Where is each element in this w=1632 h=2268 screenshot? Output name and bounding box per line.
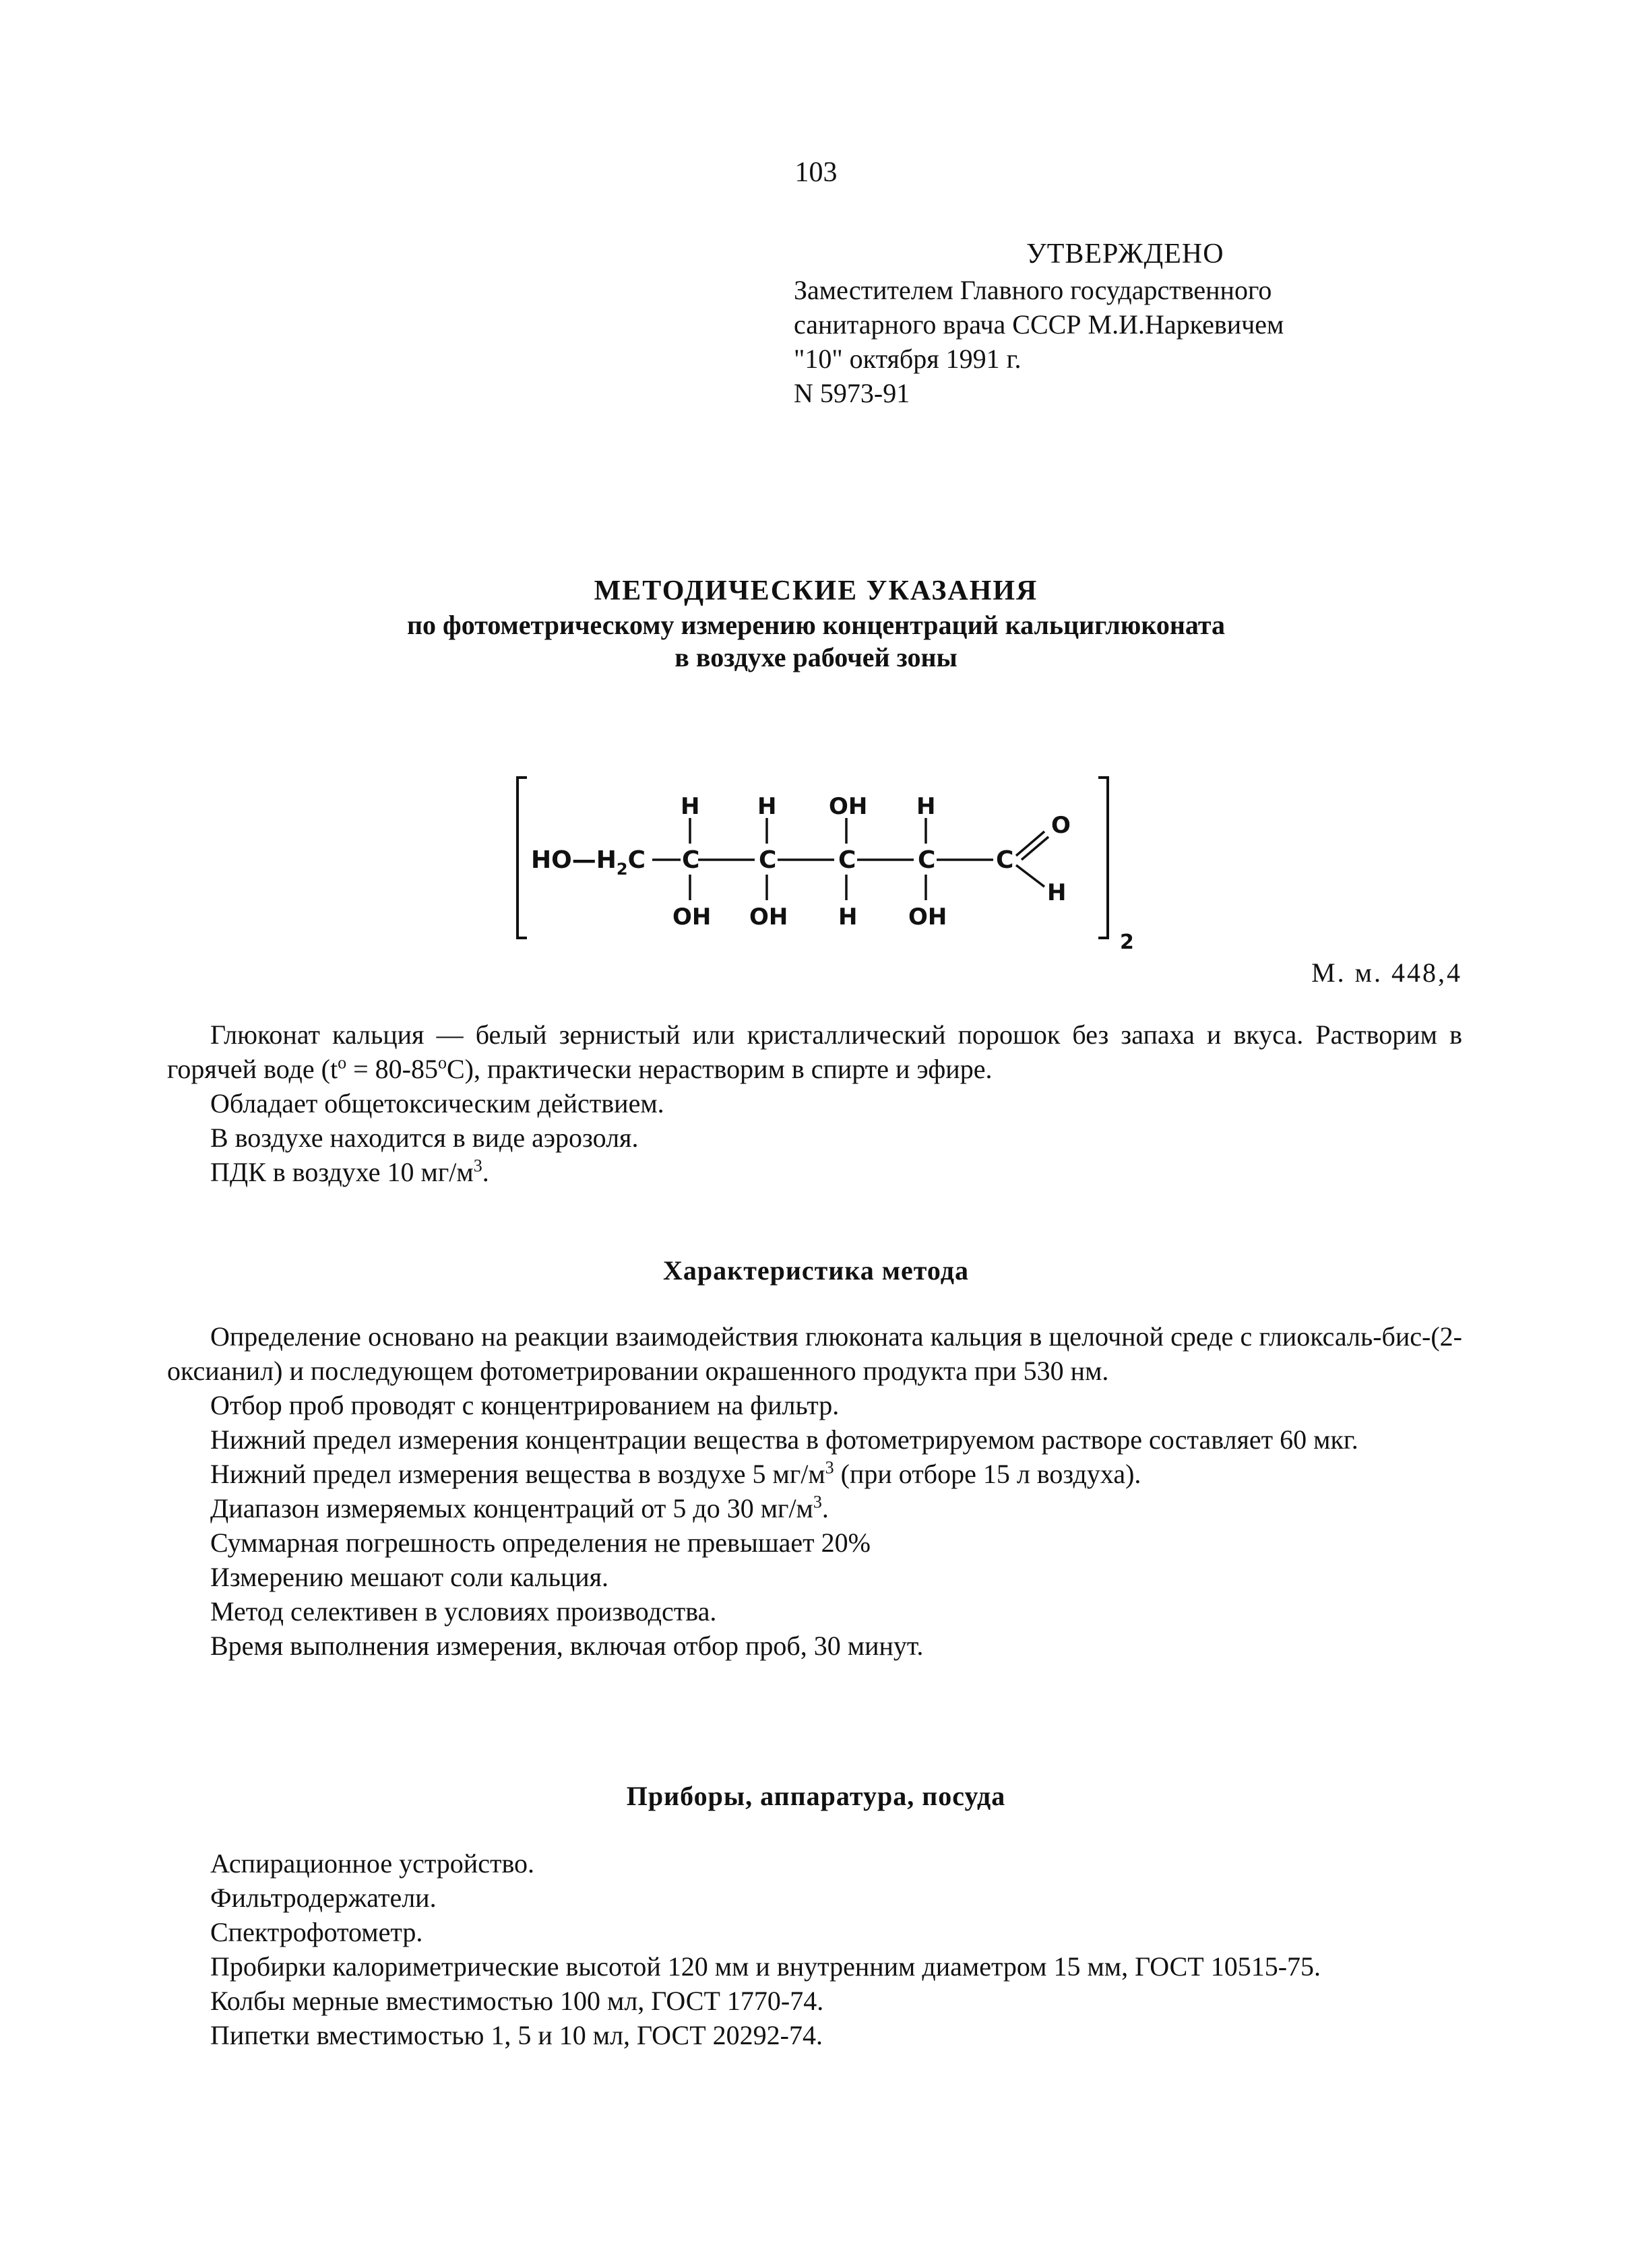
bracket-left: [517, 778, 527, 938]
approval-line: Заместителем Главного государственного: [794, 275, 1272, 305]
formula-aldehyde-oxygen: O: [1051, 812, 1071, 839]
title-line-1: МЕТОДИЧЕСКИЕ УКАЗАНИЯ: [594, 575, 1038, 606]
method-paragraph: Время выполнения измерения, включая отбор проб, 30 минут.: [210, 1631, 924, 1661]
method-paragraph: Диапазон измеряемых концентраций от 5 до 30 $мг/м^3$.: [210, 1492, 829, 1523]
approval-line: санитарного врача СССР М.И.Наркевичем: [794, 309, 1284, 340]
formula-top-atom: OH: [829, 793, 868, 820]
formula-drawing: [512, 768, 1159, 950]
description-paragraph: В воздухе находится в виде аэрозоля.: [210, 1123, 639, 1153]
approval-line: "10" октября 1991 г.: [794, 344, 1022, 374]
method-paragraph: Определение основано на реакции взаимодействия глюконата кальция в щелочной среде с глиоксаль-бис-(2-оксианил) и последующем фотометрировании окрашенного продукта при 530 нм.: [167, 1321, 1462, 1386]
formula-bottom-atom: OH: [908, 904, 947, 931]
equipment-section: [167, 1846, 1462, 2052]
document-title: [0, 573, 1632, 674]
title-line-2: по фотометрическому измерению концентраций кальциглюконата: [407, 610, 1225, 640]
formula-carbon: C: [838, 846, 856, 874]
description-paragraph: Глюконат кальция — белый зернистый или кристаллический порошок без запаха и вкуса. Растворим в горячей воде $(t^o = 80-85^oC)$, практически нерастворим в спирте и эфире.: [167, 1019, 1462, 1084]
equipment-item: Колбы мерные вместимостью 100 мл, ГОСТ 1770-74.: [210, 1986, 824, 2016]
method-section: [167, 1319, 1462, 1663]
bracket-right: [1098, 778, 1108, 938]
equipment-item: Фильтродержатели.: [210, 1883, 437, 1913]
description: [167, 1017, 1462, 1189]
equipment-item: Аспирационное устройство.: [210, 1848, 535, 1879]
equipment-item: Пробирки калориметрические высотой 120 мм и внутренним диаметром 15 мм, ГОСТ 10515-75.: [210, 1951, 1321, 1982]
formula-aldehyde-hydrogen: H: [1047, 879, 1067, 906]
approval-block: [794, 237, 1284, 410]
formula-start: $HO—H_2C$: [531, 846, 646, 879]
method-paragraph: Отбор проб проводят с концентрированием на фильтр.: [210, 1390, 840, 1420]
method-paragraph: Суммарная погрешность определения не превышает 20%: [210, 1527, 871, 1558]
formula-carbon: C: [918, 846, 936, 874]
formula-top-atom: H: [681, 793, 700, 820]
formula-carbon: C: [759, 846, 777, 874]
formula-bottom-atom: OH: [749, 904, 788, 931]
formula-multiplier: 2: [1120, 931, 1134, 950]
approval-line: N 5973-91: [794, 378, 910, 408]
structural-formula: [512, 768, 1159, 953]
description-paragraph: Обладает общетоксическим действием.: [210, 1088, 664, 1119]
formula-bottom-atom: H: [838, 904, 858, 931]
formula-aldehyde-carbon: C: [996, 846, 1014, 874]
approval-heading: УТВЕРЖДЕНО: [1026, 239, 1224, 270]
section-heading-equipment: Приборы, аппаратура, посуда: [626, 1781, 1006, 1811]
method-paragraph: Измерению мешают соли кальция.: [210, 1562, 609, 1592]
method-paragraph: Нижний предел измерения концентрации вещества в фотометрируемом растворе составляет 60 мкг.: [210, 1424, 1358, 1455]
equipment-item: Спектрофотометр.: [210, 1917, 423, 1947]
description-paragraph: ПДК в воздухе 10 $мг/м^3$.: [210, 1156, 489, 1187]
formula-carbon: C: [682, 846, 700, 874]
method-paragraph: Метод селективен в условиях производства.: [210, 1596, 717, 1627]
formula-top-atom: H: [916, 793, 936, 820]
page-number: 103: [794, 157, 838, 188]
formula-top-atom: H: [757, 793, 777, 820]
molar-mass: М. м. 448,4: [1311, 957, 1462, 988]
section-heading-method: Характеристика метода: [663, 1255, 969, 1286]
equipment-item: Пипетки вместимостью 1, 5 и 10 мл, ГОСТ 20292-74.: [210, 2020, 823, 2050]
method-paragraph: Нижний предел измерения вещества в воздухе 5 $мг/м^3$ (при отборе 15 л воздуха).: [210, 1457, 1141, 1489]
title-line-3: в воздухе рабочей зоны: [674, 642, 958, 672]
formula-bottom-atom: OH: [672, 904, 712, 931]
